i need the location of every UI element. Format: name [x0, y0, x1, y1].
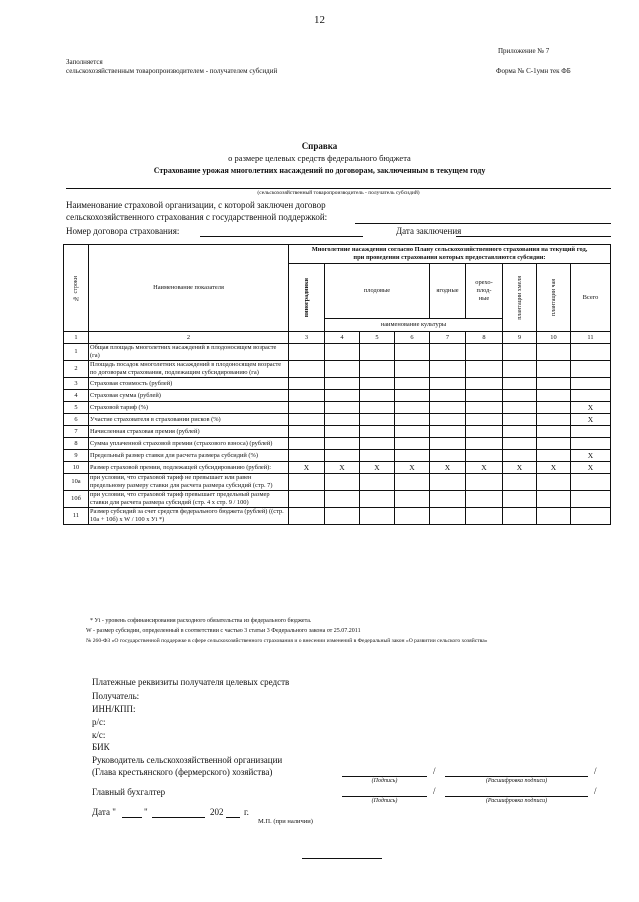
value-cell[interactable] — [537, 361, 571, 378]
value-cell[interactable] — [289, 491, 325, 508]
footnote-1: * Уi - уровень софинансирования расходного обязательства из федерального бюджета. — [90, 618, 312, 624]
value-cell[interactable] — [430, 361, 466, 378]
col-nut: орехо- плод- ные — [466, 264, 503, 319]
row-label: Общая площадь многолетних насаждений в плодоносящем возрасте (га) — [89, 344, 289, 361]
date-label: Дата " — [92, 807, 116, 817]
bottom-line — [302, 858, 382, 859]
column-number: 10 — [537, 332, 571, 344]
head-label-1: Руководитель сельскохозяйственной организации — [92, 755, 283, 765]
value-cell[interactable] — [537, 491, 571, 508]
value-cell[interactable] — [503, 402, 537, 414]
value-cell[interactable] — [537, 414, 571, 426]
footnote-2: W - размер субсидии, определенный в соответствии с частью 3 статьи 3 Федерального закона от 25.07.2011 — [86, 628, 361, 634]
value-cell[interactable] — [537, 390, 571, 402]
value-cell[interactable] — [289, 361, 325, 378]
row-label: при условии, что страховой тариф превышает предельный размер ставки для расчета размера субсидий (стр. 4 х стр. 9 / 100) — [89, 491, 289, 508]
table-row — [64, 414, 611, 426]
slash-2: / — [594, 766, 597, 776]
column-number: 9 — [503, 332, 537, 344]
doc-subject: Страхование урожая многолетних насаждений по договорам, заключенным в текущем году — [153, 166, 486, 175]
value-cell[interactable] — [571, 361, 611, 378]
value-cell[interactable] — [325, 402, 360, 414]
col-fruit: плодовые — [325, 264, 430, 319]
col-name-header: Наименование показателя — [89, 245, 289, 332]
value-cell[interactable] — [503, 390, 537, 402]
value-cell[interactable] — [430, 474, 466, 491]
value-cell[interactable] — [360, 426, 395, 438]
value-cell[interactable] — [503, 474, 537, 491]
column-number: 8 — [466, 332, 503, 344]
x-mark-cell[interactable]: X — [395, 462, 430, 474]
row-number: 2 — [64, 361, 89, 378]
decoding-caption-2: (Расшифровка подписи) — [485, 798, 548, 804]
subsidy-table — [63, 244, 611, 525]
date-year-field[interactable] — [226, 817, 240, 818]
value-cell[interactable] — [503, 438, 537, 450]
value-cell[interactable] — [430, 491, 466, 508]
filled-by-line-1: Заполняется — [66, 58, 103, 66]
x-mark-cell[interactable]: X — [571, 450, 611, 462]
value-cell[interactable] — [571, 438, 611, 450]
bik-label: БИК — [92, 742, 110, 752]
value-cell[interactable] — [360, 414, 395, 426]
value-cell[interactable] — [537, 344, 571, 361]
value-cell[interactable] — [325, 414, 360, 426]
value-cell[interactable] — [537, 450, 571, 462]
slash-4: / — [594, 786, 597, 796]
value-cell[interactable] — [466, 426, 503, 438]
signature-caption-2: (Подпись) — [371, 798, 398, 804]
requisites-heading: Платежные реквизиты получателя целевых средств — [92, 677, 290, 687]
table-row — [64, 344, 611, 361]
value-cell[interactable] — [571, 426, 611, 438]
ks-label: к/с: — [92, 730, 106, 740]
column-number: 11 — [571, 332, 611, 344]
head-signature-field[interactable] — [342, 776, 427, 777]
value-cell[interactable] — [503, 344, 537, 361]
x-mark-cell[interactable]: X — [360, 462, 395, 474]
value-cell[interactable] — [503, 378, 537, 390]
table-row — [64, 438, 611, 450]
value-cell[interactable] — [395, 378, 430, 390]
value-cell[interactable] — [537, 474, 571, 491]
value-cell[interactable] — [360, 474, 395, 491]
filled-by-line-2: сельскохозяйственным товаропроизводителем - получателем субсидий — [66, 67, 278, 75]
value-cell[interactable] — [289, 378, 325, 390]
culture-name-header: наименование культуры — [325, 319, 503, 332]
date-month-field[interactable] — [152, 817, 205, 818]
value-cell[interactable] — [289, 426, 325, 438]
head-label-2: (Глава крестьянского (фермерского) хозяйства) — [92, 767, 273, 777]
value-cell[interactable] — [537, 426, 571, 438]
column-number: 1 — [64, 332, 89, 344]
slash-3: / — [433, 786, 436, 796]
value-cell[interactable] — [395, 474, 430, 491]
value-cell[interactable] — [466, 474, 503, 491]
value-cell[interactable] — [360, 378, 395, 390]
signature-caption-1: (Подпись) — [371, 778, 398, 784]
value-cell[interactable] — [466, 390, 503, 402]
value-cell[interactable] — [571, 390, 611, 402]
accountant-decoding-field[interactable] — [445, 796, 588, 797]
x-mark-cell[interactable]: X — [503, 462, 537, 474]
value-cell[interactable] — [360, 361, 395, 378]
value-cell[interactable] — [395, 390, 430, 402]
value-cell[interactable] — [289, 438, 325, 450]
doc-subtitle: о размере целевых средств федерального бюджета — [228, 153, 411, 163]
value-cell[interactable] — [289, 474, 325, 491]
contract-number-label: Номер договора страхования: — [66, 226, 180, 236]
value-cell[interactable] — [466, 344, 503, 361]
value-cell[interactable] — [430, 438, 466, 450]
value-cell[interactable] — [430, 344, 466, 361]
value-cell[interactable] — [325, 474, 360, 491]
column-number: 7 — [430, 332, 466, 344]
value-cell[interactable] — [325, 508, 360, 525]
row-number: 11 — [64, 508, 89, 525]
col-berry: ягодные — [430, 264, 466, 319]
value-cell[interactable] — [503, 426, 537, 438]
value-cell[interactable] — [430, 390, 466, 402]
row-number: 8 — [64, 438, 89, 450]
value-cell[interactable] — [503, 414, 537, 426]
value-cell[interactable] — [395, 450, 430, 462]
column-number: 5 — [360, 332, 395, 344]
value-cell[interactable] — [395, 414, 430, 426]
table-row — [64, 462, 611, 474]
column-number: 2 — [89, 332, 289, 344]
decoding-caption-1: (Расшифровка подписи) — [485, 778, 548, 784]
value-cell[interactable] — [466, 361, 503, 378]
value-cell[interactable] — [395, 361, 430, 378]
date-year-suffix: г. — [244, 807, 249, 817]
row-label: Начисленная страховая премия (рублей) — [89, 426, 289, 438]
x-mark-cell[interactable]: X — [466, 462, 503, 474]
row-number: 6 — [64, 414, 89, 426]
column-numbers-row — [64, 332, 611, 344]
value-cell[interactable] — [395, 508, 430, 525]
row-label: Площадь посадок многолетних насаждений в плодоносящем возрасте по договорам страхования, подлежащим субсидированию (га) — [89, 361, 289, 378]
value-cell[interactable] — [537, 402, 571, 414]
value-cell[interactable] — [466, 438, 503, 450]
value-cell[interactable] — [360, 450, 395, 462]
row-label: Страховая стоимость (рублей) — [89, 378, 289, 390]
group-header: Многолетние насаждения согласно Плану сельскохозяйственного страхования на текущий год, при проведении страхования которых предоставляются субсидии: — [289, 245, 611, 264]
table-row — [64, 450, 611, 462]
row-label: Размер страховой премии, подлежащей субсидированию (рублей): — [89, 462, 289, 474]
value-cell[interactable] — [360, 402, 395, 414]
inn-label: ИНН/КПП: — [92, 704, 136, 714]
column-number: 3 — [289, 332, 325, 344]
value-cell[interactable] — [466, 450, 503, 462]
producer-line — [66, 188, 611, 189]
value-cell[interactable] — [503, 361, 537, 378]
rs-label: р/с: — [92, 717, 106, 727]
form-code: Форма № С-1умн тек ФБ — [496, 67, 571, 75]
table-row — [64, 361, 611, 378]
contract-date-label: Дата заключения — [396, 226, 462, 236]
value-cell[interactable] — [325, 344, 360, 361]
value-cell[interactable] — [289, 450, 325, 462]
value-cell[interactable] — [503, 491, 537, 508]
row-label: Страховой тариф (%) — [89, 402, 289, 414]
row-number: 7 — [64, 426, 89, 438]
page-number: 12 — [314, 14, 325, 26]
row-label: при условии, что страховой тариф не превышает или равен предельному размеру ставки для расчета размера субсидий (стр. 7) — [89, 474, 289, 491]
x-mark-cell[interactable]: X — [430, 462, 466, 474]
value-cell[interactable] — [360, 390, 395, 402]
col-rownum-header: № строки — [64, 245, 89, 332]
col-tea: плантации чая — [537, 264, 571, 332]
column-number: 6 — [395, 332, 430, 344]
accountant-signature-field[interactable] — [342, 796, 427, 797]
value-cell[interactable] — [537, 438, 571, 450]
date-day-field[interactable] — [122, 817, 142, 818]
col-total: Всего — [571, 264, 611, 332]
value-cell[interactable] — [571, 491, 611, 508]
value-cell[interactable] — [571, 508, 611, 525]
value-cell[interactable] — [503, 508, 537, 525]
table-row — [64, 426, 611, 438]
value-cell[interactable] — [360, 344, 395, 361]
date-year-prefix: 202 — [210, 807, 224, 817]
value-cell[interactable] — [571, 474, 611, 491]
value-cell[interactable] — [466, 491, 503, 508]
value-cell[interactable] — [289, 344, 325, 361]
value-cell[interactable] — [537, 378, 571, 390]
value-cell[interactable] — [430, 426, 466, 438]
row-number: 3 — [64, 378, 89, 390]
table-row — [64, 378, 611, 390]
table-row — [64, 474, 611, 491]
x-mark-cell[interactable]: X — [289, 462, 325, 474]
value-cell[interactable] — [289, 402, 325, 414]
row-number: 5 — [64, 402, 89, 414]
value-cell[interactable] — [289, 414, 325, 426]
value-cell[interactable] — [395, 402, 430, 414]
value-cell[interactable] — [289, 390, 325, 402]
value-cell[interactable] — [360, 491, 395, 508]
table-row — [64, 491, 611, 508]
value-cell[interactable] — [360, 508, 395, 525]
value-cell[interactable] — [430, 508, 466, 525]
x-mark-cell[interactable]: X — [537, 462, 571, 474]
stamp-label: М.П. (при наличии) — [258, 818, 313, 825]
value-cell[interactable] — [430, 450, 466, 462]
table-row — [64, 390, 611, 402]
value-cell[interactable] — [466, 508, 503, 525]
value-cell[interactable] — [503, 450, 537, 462]
value-cell[interactable] — [395, 344, 430, 361]
x-mark-cell[interactable]: X — [571, 462, 611, 474]
producer-caption: (сельскохозяйственный товаропроизводитель - получатель субсидий) — [257, 190, 420, 196]
appendix-label: Приложение № 7 — [498, 47, 550, 55]
value-cell[interactable] — [289, 508, 325, 525]
recipient-label: Получатель: — [92, 691, 140, 701]
value-cell[interactable] — [325, 378, 360, 390]
row-number: 10 — [64, 462, 89, 474]
value-cell[interactable] — [325, 390, 360, 402]
slash-1: / — [433, 766, 436, 776]
value-cell[interactable] — [466, 378, 503, 390]
row-number: 10б — [64, 491, 89, 508]
row-label: Размер субсидий за счет средств федерального бюджета (рублей) ((стр. 10а + 10б) х W / 100 х Уi *) — [89, 508, 289, 525]
row-number: 1 — [64, 344, 89, 361]
date-quote: " — [144, 807, 148, 817]
value-cell[interactable] — [325, 450, 360, 462]
value-cell[interactable] — [325, 361, 360, 378]
value-cell[interactable] — [571, 378, 611, 390]
value-cell[interactable] — [395, 438, 430, 450]
column-number: 4 — [325, 332, 360, 344]
row-number: 4 — [64, 390, 89, 402]
head-decoding-field[interactable] — [445, 776, 588, 777]
x-mark-cell[interactable]: X — [571, 402, 611, 414]
row-label: Предельный размер ставки для расчета размера субсидий (%) — [89, 450, 289, 462]
row-label: Сумма уплаченной страховой премии (страхового взноса) (рублей) — [89, 438, 289, 450]
value-cell[interactable] — [537, 508, 571, 525]
x-mark-cell[interactable]: X — [571, 414, 611, 426]
col-vineyards: виноградники — [289, 264, 325, 332]
row-number: 9 — [64, 450, 89, 462]
value-cell[interactable] — [325, 426, 360, 438]
value-cell[interactable] — [325, 491, 360, 508]
insurer-label-2: сельскохозяйственного страхования с государственной поддержкой: — [66, 212, 328, 222]
value-cell[interactable] — [395, 426, 430, 438]
row-label: Участие страхователя в страховании рисков (%) — [89, 414, 289, 426]
value-cell[interactable] — [430, 414, 466, 426]
value-cell[interactable] — [466, 402, 503, 414]
value-cell[interactable] — [571, 344, 611, 361]
row-number: 10а — [64, 474, 89, 491]
insurer-field[interactable] — [355, 223, 611, 224]
value-cell[interactable] — [430, 378, 466, 390]
contract-number-field[interactable] — [200, 236, 363, 237]
doc-title: Справка — [301, 141, 338, 151]
table-row — [64, 402, 611, 414]
row-label: Страховая сумма (рублей) — [89, 390, 289, 402]
value-cell[interactable] — [360, 438, 395, 450]
x-mark-cell[interactable]: X — [325, 462, 360, 474]
footnote-3: № 260-ФЗ «О государственной поддержке в сфере сельскохозяйственного страхования и о внесении изменений в Федеральный закон «О развитии сельского хозяйства» — [86, 638, 488, 644]
value-cell[interactable] — [325, 438, 360, 450]
value-cell[interactable] — [466, 414, 503, 426]
contract-date-field[interactable] — [456, 236, 611, 237]
col-hops: плантации хмеля — [503, 264, 537, 332]
accountant-label: Главный бухгалтер — [92, 787, 166, 797]
table-row — [64, 508, 611, 525]
value-cell[interactable] — [395, 491, 430, 508]
insurer-label-1: Наименование страховой организации, с которой заключен договор — [66, 200, 326, 210]
value-cell[interactable] — [430, 402, 466, 414]
